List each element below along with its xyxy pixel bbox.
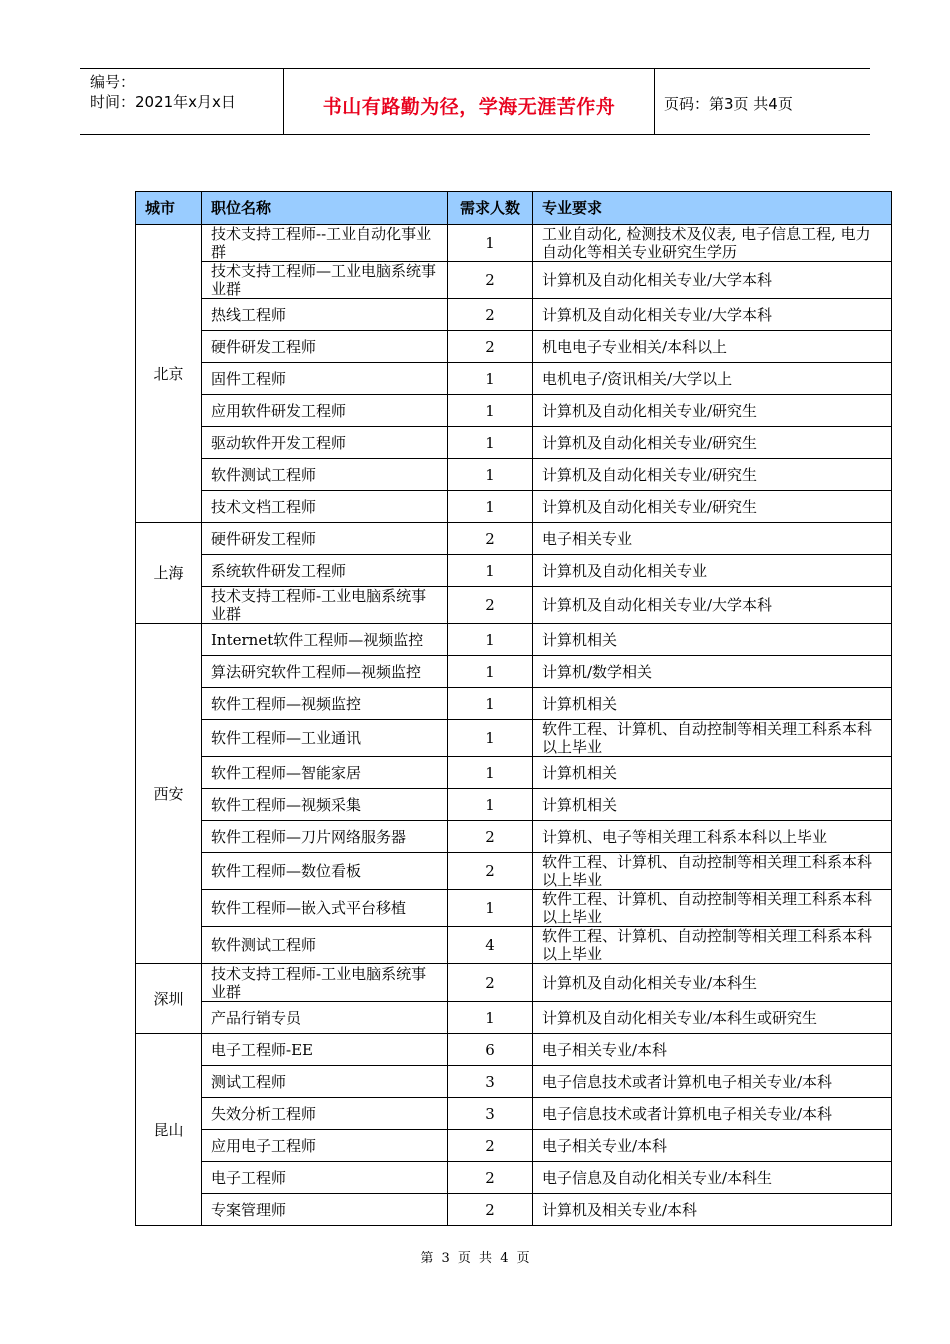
requirements-cell: 计算机及自动化相关专业/研究生 xyxy=(533,491,892,523)
headcount-cell: 2 xyxy=(448,523,533,555)
table-row xyxy=(136,262,892,299)
headcount-cell: 1 xyxy=(448,789,533,821)
headcount-cell: 1 xyxy=(448,624,533,656)
headcount-cell: 2 xyxy=(448,1130,533,1162)
requirements-cell: 计算机及自动化相关专业/研究生 xyxy=(533,395,892,427)
job-title-cell: 软件工程师—工业通讯 xyxy=(202,720,448,757)
headcount-cell: 6 xyxy=(448,1034,533,1066)
headcount-cell: 3 xyxy=(448,1066,533,1098)
requirements-cell: 计算机及自动化相关专业/大学本科 xyxy=(533,262,892,299)
requirements-cell: 计算机/数学相关 xyxy=(533,656,892,688)
job-title-cell: 软件工程师—智能家居 xyxy=(202,757,448,789)
job-title-cell: 软件工程师—嵌入式平台移植 xyxy=(202,890,448,927)
job-title-cell: 应用电子工程师 xyxy=(202,1130,448,1162)
job-title-cell: 技术支持工程师-工业电脑系统事业群 xyxy=(202,587,448,624)
job-title-cell: 技术支持工程师--工业自动化事业群 xyxy=(202,225,448,262)
table-row xyxy=(136,427,892,459)
requirements-cell: 计算机、电子等相关理工科系本科以上毕业 xyxy=(533,821,892,853)
job-title-cell: 软件测试工程师 xyxy=(202,459,448,491)
headcount-cell: 2 xyxy=(448,853,533,890)
job-title-cell: 软件工程师—刀片网络服务器 xyxy=(202,821,448,853)
table-row xyxy=(136,395,892,427)
job-title-cell: 硬件研发工程师 xyxy=(202,331,448,363)
headcount-cell: 1 xyxy=(448,225,533,262)
requirements-cell: 电子信息技术或者计算机电子相关专业/本科 xyxy=(533,1066,892,1098)
job-title-cell: 软件工程师—视频监控 xyxy=(202,688,448,720)
city-cell: 西安 xyxy=(136,624,202,964)
table-row xyxy=(136,587,892,624)
column-header-job-title: 职位名称 xyxy=(202,192,448,225)
requirements-cell: 电子相关专业/本科 xyxy=(533,1130,892,1162)
job-title-cell: 系统软件研发工程师 xyxy=(202,555,448,587)
requirements-cell: 电子相关专业 xyxy=(533,523,892,555)
job-title-cell: 软件工程师—视频采集 xyxy=(202,789,448,821)
header-motto: 书山有路勤为径，学海无涯苦作舟 xyxy=(322,96,616,118)
requirements-cell: 计算机及相关专业/本科 xyxy=(533,1194,892,1226)
headcount-cell: 2 xyxy=(448,964,533,1002)
job-title-cell: 技术支持工程师—工业电脑系统事业群 xyxy=(202,262,448,299)
headcount-cell: 1 xyxy=(448,491,533,523)
table-row xyxy=(136,720,892,757)
requirements-cell: 工业自动化, 检测技术及仪表, 电子信息工程, 电力自动化等相关专业研究生学历 xyxy=(533,225,892,262)
table-row xyxy=(136,459,892,491)
requirements-cell: 电子信息技术或者计算机电子相关专业/本科 xyxy=(533,1098,892,1130)
table-header-row xyxy=(136,192,892,225)
job-title-cell: 热线工程师 xyxy=(202,299,448,331)
page-footer: 第 3 页 共 4 页 xyxy=(420,1251,530,1266)
requirements-cell: 计算机及自动化相关专业 xyxy=(533,555,892,587)
headcount-cell: 1 xyxy=(448,1002,533,1034)
job-title-cell: 硬件研发工程师 xyxy=(202,523,448,555)
table-row xyxy=(136,1002,892,1034)
headcount-cell: 1 xyxy=(448,555,533,587)
job-title-cell: 固件工程师 xyxy=(202,363,448,395)
column-header-city: 城市 xyxy=(136,192,202,225)
job-title-cell: 电子工程师 xyxy=(202,1162,448,1194)
headcount-cell: 3 xyxy=(448,1098,533,1130)
job-title-cell: 电子工程师-EE xyxy=(202,1034,448,1066)
requirements-cell: 计算机相关 xyxy=(533,757,892,789)
table-row xyxy=(136,1162,892,1194)
headcount-cell: 1 xyxy=(448,688,533,720)
headcount-cell: 2 xyxy=(448,1194,533,1226)
table-row xyxy=(136,1194,892,1226)
job-title-cell: 驱动软件开发工程师 xyxy=(202,427,448,459)
city-cell: 昆山 xyxy=(136,1034,202,1226)
headcount-cell: 1 xyxy=(448,720,533,757)
header-meta xyxy=(90,72,236,112)
headcount-cell: 1 xyxy=(448,363,533,395)
table-row xyxy=(136,853,892,890)
job-title-cell: 技术文档工程师 xyxy=(202,491,448,523)
job-title-cell: 失效分析工程师 xyxy=(202,1098,448,1130)
header-bottom-rule xyxy=(80,134,870,135)
table-row xyxy=(136,299,892,331)
requirements-cell: 计算机及自动化相关专业/研究生 xyxy=(533,459,892,491)
table-row xyxy=(136,688,892,720)
requirements-cell: 计算机及自动化相关专业/本科生或研究生 xyxy=(533,1002,892,1034)
table-row xyxy=(136,964,892,1002)
table-body xyxy=(136,225,892,1226)
headcount-cell: 1 xyxy=(448,395,533,427)
headcount-cell: 1 xyxy=(448,890,533,927)
requirements-cell: 计算机及自动化相关专业/本科生 xyxy=(533,964,892,1002)
headcount-cell: 2 xyxy=(448,262,533,299)
requirements-cell: 计算机及自动化相关专业/研究生 xyxy=(533,427,892,459)
table-row xyxy=(136,821,892,853)
document-time: 时间：2021年x月x日 xyxy=(90,93,236,111)
job-title-cell: 测试工程师 xyxy=(202,1066,448,1098)
job-requirements-table xyxy=(135,191,892,1226)
headcount-cell: 1 xyxy=(448,427,533,459)
headcount-cell: 1 xyxy=(448,459,533,491)
job-title-cell: 技术支持工程师-工业电脑系统事业群 xyxy=(202,964,448,1002)
job-title-cell: 专案管理师 xyxy=(202,1194,448,1226)
table-row xyxy=(136,331,892,363)
table-row xyxy=(136,789,892,821)
job-title-cell: 产品行销专员 xyxy=(202,1002,448,1034)
column-header-headcount: 需求人数 xyxy=(448,192,533,225)
requirements-cell: 计算机及自动化相关专业/大学本科 xyxy=(533,587,892,624)
headcount-cell: 1 xyxy=(448,757,533,789)
headcount-cell: 2 xyxy=(448,331,533,363)
headcount-cell: 1 xyxy=(448,656,533,688)
table-row xyxy=(136,555,892,587)
table-row xyxy=(136,927,892,964)
job-title-cell: 应用软件研发工程师 xyxy=(202,395,448,427)
job-title-cell: 软件工程师—数位看板 xyxy=(202,853,448,890)
column-header-requirements: 专业要求 xyxy=(533,192,892,225)
table-row xyxy=(136,523,892,555)
table-row xyxy=(136,363,892,395)
requirements-cell: 软件工程、计算机、自动控制等相关理工科系本科以上毕业 xyxy=(533,853,892,890)
table-row xyxy=(136,1066,892,1098)
header-page-info: 页码：第3页 共4页 xyxy=(664,95,793,113)
table-row xyxy=(136,624,892,656)
requirements-cell: 计算机相关 xyxy=(533,688,892,720)
city-cell: 北京 xyxy=(136,225,202,523)
requirements-cell: 机电电子专业相关/本科以上 xyxy=(533,331,892,363)
table-row xyxy=(136,491,892,523)
table-row xyxy=(136,757,892,789)
job-title-cell: 软件测试工程师 xyxy=(202,927,448,964)
table-row xyxy=(136,656,892,688)
requirements-cell: 电子相关专业/本科 xyxy=(533,1034,892,1066)
table-row xyxy=(136,225,892,262)
header-divider xyxy=(654,68,655,135)
requirements-cell: 计算机相关 xyxy=(533,624,892,656)
headcount-cell: 4 xyxy=(448,927,533,964)
requirements-cell: 电机电子/资讯相关/大学以上 xyxy=(533,363,892,395)
requirements-cell: 软件工程、计算机、自动控制等相关理工科系本科以上毕业 xyxy=(533,927,892,964)
requirements-cell: 计算机相关 xyxy=(533,789,892,821)
headcount-cell: 2 xyxy=(448,587,533,624)
requirements-cell: 软件工程、计算机、自动控制等相关理工科系本科以上毕业 xyxy=(533,720,892,757)
city-cell: 深圳 xyxy=(136,964,202,1034)
table-row xyxy=(136,1034,892,1066)
headcount-cell: 2 xyxy=(448,821,533,853)
requirements-cell: 软件工程、计算机、自动控制等相关理工科系本科以上毕业 xyxy=(533,890,892,927)
table-row xyxy=(136,1098,892,1130)
table-row xyxy=(136,890,892,927)
requirements-cell: 电子信息及自动化相关专业/本科生 xyxy=(533,1162,892,1194)
city-cell: 上海 xyxy=(136,523,202,624)
table-row xyxy=(136,1130,892,1162)
job-title-cell: 算法研究软件工程师—视频监控 xyxy=(202,656,448,688)
document-number-label: 编号： xyxy=(90,73,136,91)
header-top-rule xyxy=(80,68,870,69)
headcount-cell: 2 xyxy=(448,299,533,331)
requirements-cell: 计算机及自动化相关专业/大学本科 xyxy=(533,299,892,331)
job-title-cell: Internet软件工程师—视频监控 xyxy=(202,624,448,656)
headcount-cell: 2 xyxy=(448,1162,533,1194)
